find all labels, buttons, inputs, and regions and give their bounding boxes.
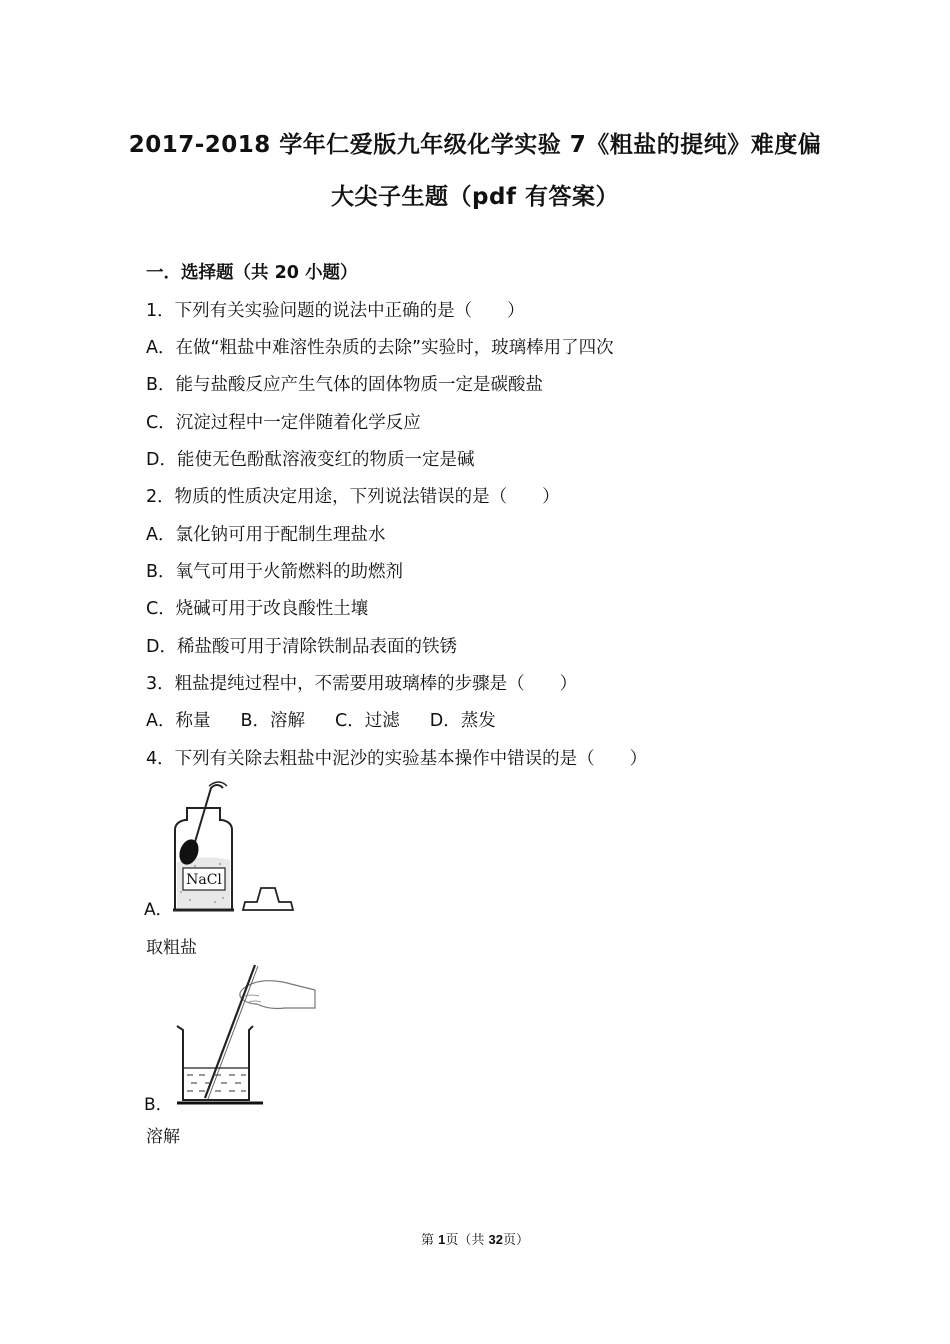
question-3-stem: 3．粗盐提纯过程中，不需要用玻璃棒的步骤是（ ） [146, 674, 578, 694]
footer-suffix: 页） [502, 1233, 529, 1248]
question-1-option-a: A．在做“粗盐中难溶性杂质的去除”实验时，玻璃棒用了四次 [146, 338, 614, 358]
question-3-option-c: C．过滤 [335, 711, 400, 731]
figure-b-beaker-stirring [165, 960, 320, 1108]
section-heading: 一．选择题（共 20 小题） [146, 263, 358, 283]
figure-a-letter: A． [144, 900, 173, 920]
question-2-option-d: D．稀盐酸可用于清除铁制品表面的铁锈 [146, 637, 457, 657]
footer-total-pages: 32 [488, 1232, 503, 1247]
question-3-option-a: A．称量 [146, 711, 211, 731]
footer-middle: 页（共 [445, 1233, 489, 1248]
question-3-option-b: B．溶解 [240, 711, 305, 731]
question-2-stem: 2．物质的性质决定用途，下列说法错误的是（ ） [146, 487, 560, 507]
question-2-option-b: B．氧气可用于火箭燃料的助燃剂 [146, 562, 404, 582]
figure-a-reagent-bottle [165, 780, 295, 915]
question-1-option-b: B．能与盐酸反应产生气体的固体物质一定是碳酸盐 [146, 375, 544, 395]
page-title-line1: 2017-2018 学年仁爱版九年级化学实验 7《粗盐的提纯》难度偏 [128, 132, 822, 158]
figure-a-caption: 取粗盐 [146, 938, 197, 958]
question-4-stem: 4．下列有关除去粗盐中泥沙的实验基本操作中错误的是（ ） [146, 749, 648, 769]
page-footer [0, 1229, 950, 1248]
page-title-line2: 大尖子生题（pdf 有答案） [331, 184, 619, 210]
question-2-option-c: C．烧碱可用于改良酸性土壤 [146, 599, 369, 619]
question-1-option-d: D．能使无色酚酞溶液变红的物质一定是碱 [146, 450, 475, 470]
question-3-option-d: D．蒸发 [429, 711, 496, 731]
footer-page-number: 1 [438, 1232, 446, 1247]
question-1-option-c: C．沉淀过程中一定伴随着化学反应 [146, 413, 421, 433]
question-2-option-a: A．氯化钠可用于配制生理盐水 [146, 525, 386, 545]
footer-prefix: 第 [421, 1233, 439, 1248]
nacl-label: NaCl [186, 872, 222, 888]
question-3-options [146, 707, 526, 732]
figure-b-caption: 溶解 [146, 1127, 180, 1147]
question-1-stem: 1．下列有关实验问题的说法中正确的是（ ） [146, 301, 525, 321]
figure-b-letter: B． [144, 1095, 173, 1115]
